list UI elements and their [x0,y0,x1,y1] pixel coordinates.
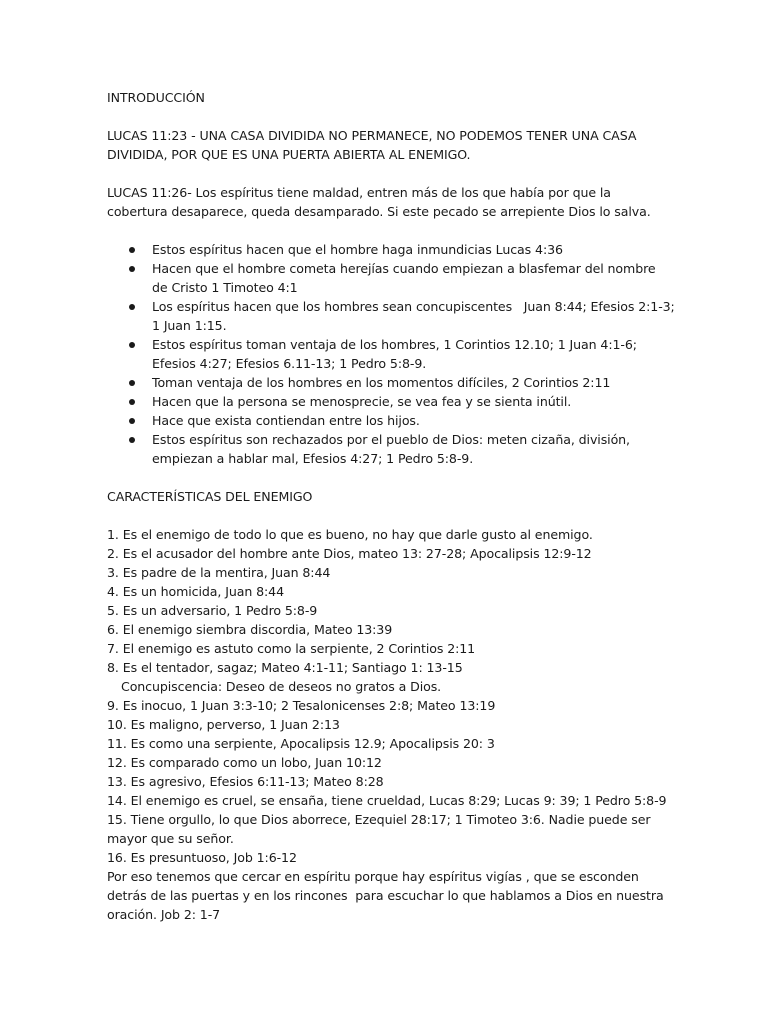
list-item: 3. Es padre de la mentira, Juan 8:44 [107,565,331,580]
list-item: Estos espíritus son rechazados por el pueblo de Dios: meten cizaña, división, empiezan a hablar mal, Efesios 4:27; 1 Pedro 5:8-9. [107,430,667,468]
characteristics-heading: CARACTERÍSTICAS DEL ENEMIGO [107,489,313,504]
list-item: 2. Es el acusador del hombre ante Dios, mateo 13: 27-28; Apocalipsis 12:9-12 [107,546,592,561]
closing-line-3: oración. Job 2: 1-7 [107,907,221,922]
list-item: 10. Es maligno, perverso, 1 Juan 2:13 [107,717,340,732]
spirits-bullet-list [107,240,675,468]
bullet-icon [129,437,135,443]
lucas-1123-line-2: DIVIDIDA, POR QUE ES UNA PUERTA ABIERTA AL ENEMIGO. [107,147,471,162]
list-item: 8. Es el tentador, sagaz; Mateo 4:1-11; Santiago 1: 13-15 [107,660,463,675]
characteristics-list [107,525,667,867]
closing-line-2: detrás de las puertas y en los rincones para escuchar lo que hablamos a Dios en nuestra [107,888,664,903]
list-item: 5. Es un adversario, 1 Pedro 5:8-9 [107,603,318,618]
bullet-icon [129,266,135,272]
list-item: 1. Es el enemigo de todo lo que es bueno, no hay que darle gusto al enemigo. [107,527,593,542]
bullet-icon [129,418,135,424]
list-item-continuation: mayor que su señor. [107,831,234,846]
list-item: Hace que exista contiendan entre los hijos. [107,411,667,430]
bullet-icon [129,342,135,348]
list-item: 14. El enemigo es cruel, se ensaña, tiene crueldad, Lucas 8:29; Lucas 9: 39; 1 Pedro 5:8-9 [107,793,667,808]
list-item: Toman ventaja de los hombres en los momentos difíciles, 2 Corintios 2:11 [107,373,667,392]
list-item: Estos espíritus toman ventaja de los hombres, 1 Corintios 12.10; 1 Juan 4:1-6; Efesios 4:27; Efesios 6.11-13; 1 Pedro 5:8-9. [107,335,667,373]
list-item: 13. Es agresivo, Efesios 6:11-13; Mateo 8:28 [107,774,384,789]
list-item: 15. Tiene orgullo, lo que Dios aborrece, Ezequiel 28:17; 1 Timoteo 3:6. Nadie puede ser [107,812,651,827]
bullet-icon [129,304,135,310]
bullet-icon [129,247,135,253]
list-item: 4. Es un homicida, Juan 8:44 [107,584,284,599]
list-item: Hacen que el hombre cometa herejías cuando empiezan a blasfemar del nombre de Cristo 1 Timoteo 4:1 [107,259,667,297]
list-item: 9. Es inocuo, 1 Juan 3:3-10; 2 Tesalonicenses 2:8; Mateo 13:19 [107,698,496,713]
list-item: 11. Es como una serpiente, Apocalipsis 12.9; Apocalipsis 20: 3 [107,736,495,751]
lucas-1126-line-1: LUCAS 11:26- Los espíritus tiene maldad, entren más de los que había por que la [107,185,611,200]
list-item: 6. El enemigo siembra discordia, Mateo 13:39 [107,622,393,637]
list-item: 12. Es comparado como un lobo, Juan 10:12 [107,755,382,770]
list-item: 16. Es presuntuoso, Job 1:6-12 [107,850,297,865]
lucas-1126-line-2: cobertura desaparece, queda desamparado. Si este pecado se arrepiente Dios lo salva. [107,204,651,219]
list-item: 7. El enemigo es astuto como la serpiente, 2 Corintios 2:11 [107,641,476,656]
closing-line-1: Por eso tenemos que cercar en espíritu porque hay espíritus vigías , que se esconden [107,869,639,884]
list-item: Los espíritus hacen que los hombres sean concupiscentes Juan 8:44; Efesios 2:1-3; 1 Juan 1:15. [107,297,667,335]
bullet-icon [129,399,135,405]
lucas-1123-line-1: LUCAS 11:23 - UNA CASA DIVIDIDA NO PERMANECE, NO PODEMOS TENER UNA CASA [107,128,637,143]
list-item: Estos espíritus hacen que el hombre haga inmundicias Lucas 4:36 [107,240,667,259]
concupiscencia-definition: Concupiscencia: Deseo de deseos no gratos a Dios. [121,679,442,694]
list-item: Hacen que la persona se menosprecie, se vea fea y se sienta inútil. [107,392,667,411]
intro-heading: INTRODUCCIÓN [107,90,205,105]
bullet-icon [129,380,135,386]
document-page [107,88,675,924]
